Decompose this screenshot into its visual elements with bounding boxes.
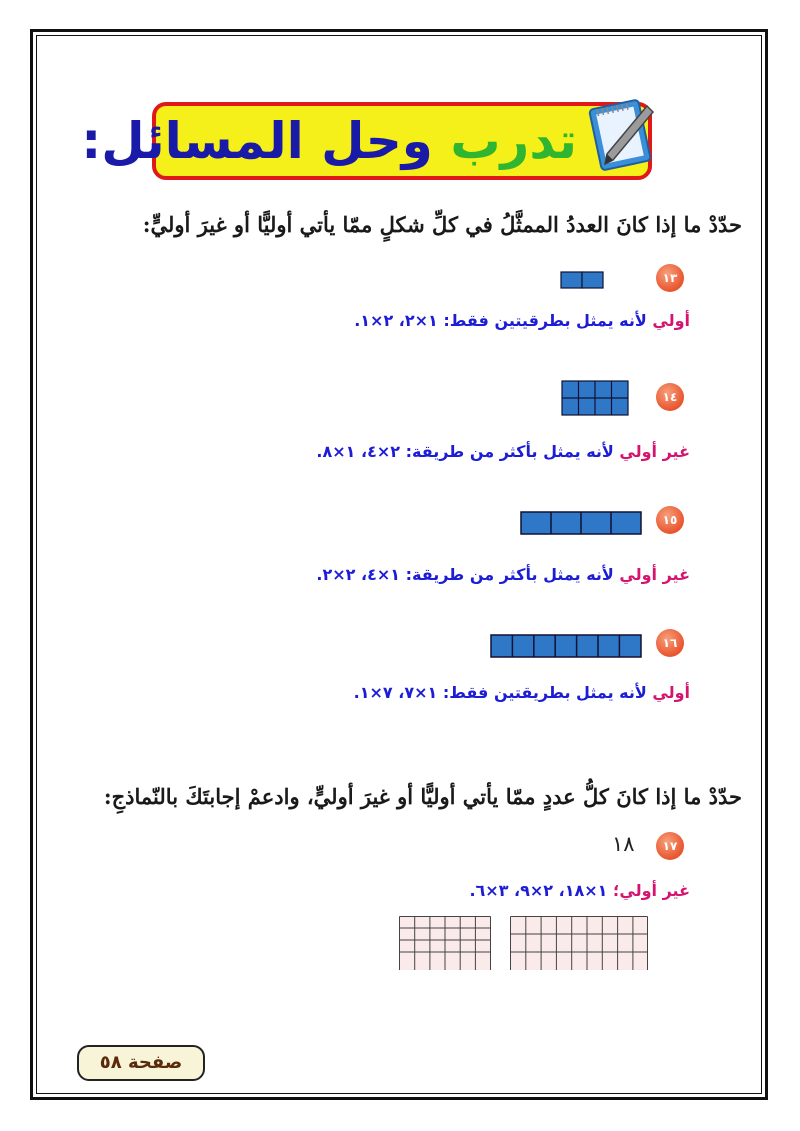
item-13-answer	[354, 311, 690, 330]
question-1: حدّدْ ما إذا كانَ العددُ الممثَّلُ في كلِّ شكلٍ ممّا يأتي أوليًّا أو غيرَ أوليٍّ:	[142, 212, 742, 237]
item-16-answer	[354, 683, 690, 702]
notepad-pencil-icon	[587, 94, 659, 174]
item-14-answer	[316, 442, 690, 461]
item-14-text: لأنه يمثل بأكثر من طريقة: ٢×٤، ١×٨.	[316, 442, 614, 461]
page-number: ٥٨	[99, 1052, 122, 1073]
item-13-grid	[560, 271, 604, 289]
item-15-answer	[316, 565, 690, 584]
item-14-label: غير أولي	[619, 442, 690, 461]
item-15-number-badge: ١٥	[656, 506, 684, 534]
item-15-text: لأنه يمثل بأكثر من طريقة: ١×٤، ٢×٢.	[316, 565, 614, 584]
title-word-1: تدرب	[450, 112, 577, 170]
item-16-number-badge: ١٦	[656, 629, 684, 657]
page-label: صفحة	[128, 1052, 183, 1073]
item-15-grid	[520, 511, 642, 535]
title-banner	[81, 98, 653, 184]
page-title	[81, 106, 577, 176]
item-16-grid	[490, 634, 642, 658]
item-14-number-badge: ١٤	[656, 383, 684, 411]
model-2x9-grid	[510, 916, 648, 970]
item-16-label: أولي	[652, 683, 690, 702]
item-13-text: لأنه يمثل بطرقيتين فقط: ١×٢، ٢×١.	[354, 311, 647, 330]
item-14-grid	[561, 380, 629, 416]
item-17-text: ١×١٨، ٢×٩، ٣×٦.	[469, 881, 608, 900]
item-17-number-badge: ١٧	[656, 832, 684, 860]
item-17-label: غير أولي؛	[612, 881, 690, 900]
item-17-answer	[469, 881, 690, 900]
item-15-label: غير أولي	[619, 565, 690, 584]
page-number-badge	[77, 1045, 205, 1081]
item-17-value: ١٨	[612, 832, 635, 856]
question-2: حدّدْ ما إذا كانَ كلُّ عددٍ ممّا يأتي أوليًّا أو غيرَ أوليٍّ، وادعمْ إجابتَكَ بالنّماذجِ:	[103, 784, 742, 809]
item-13-number-badge: ١٣	[656, 264, 684, 292]
item-13-label: أولي	[652, 311, 690, 330]
model-3x6-grid	[399, 916, 491, 970]
title-word-2: وحل المسائل:	[81, 112, 433, 170]
item-16-text: لأنه يمثل بطريقتين فقط: ١×٧، ٧×١.	[353, 683, 647, 702]
